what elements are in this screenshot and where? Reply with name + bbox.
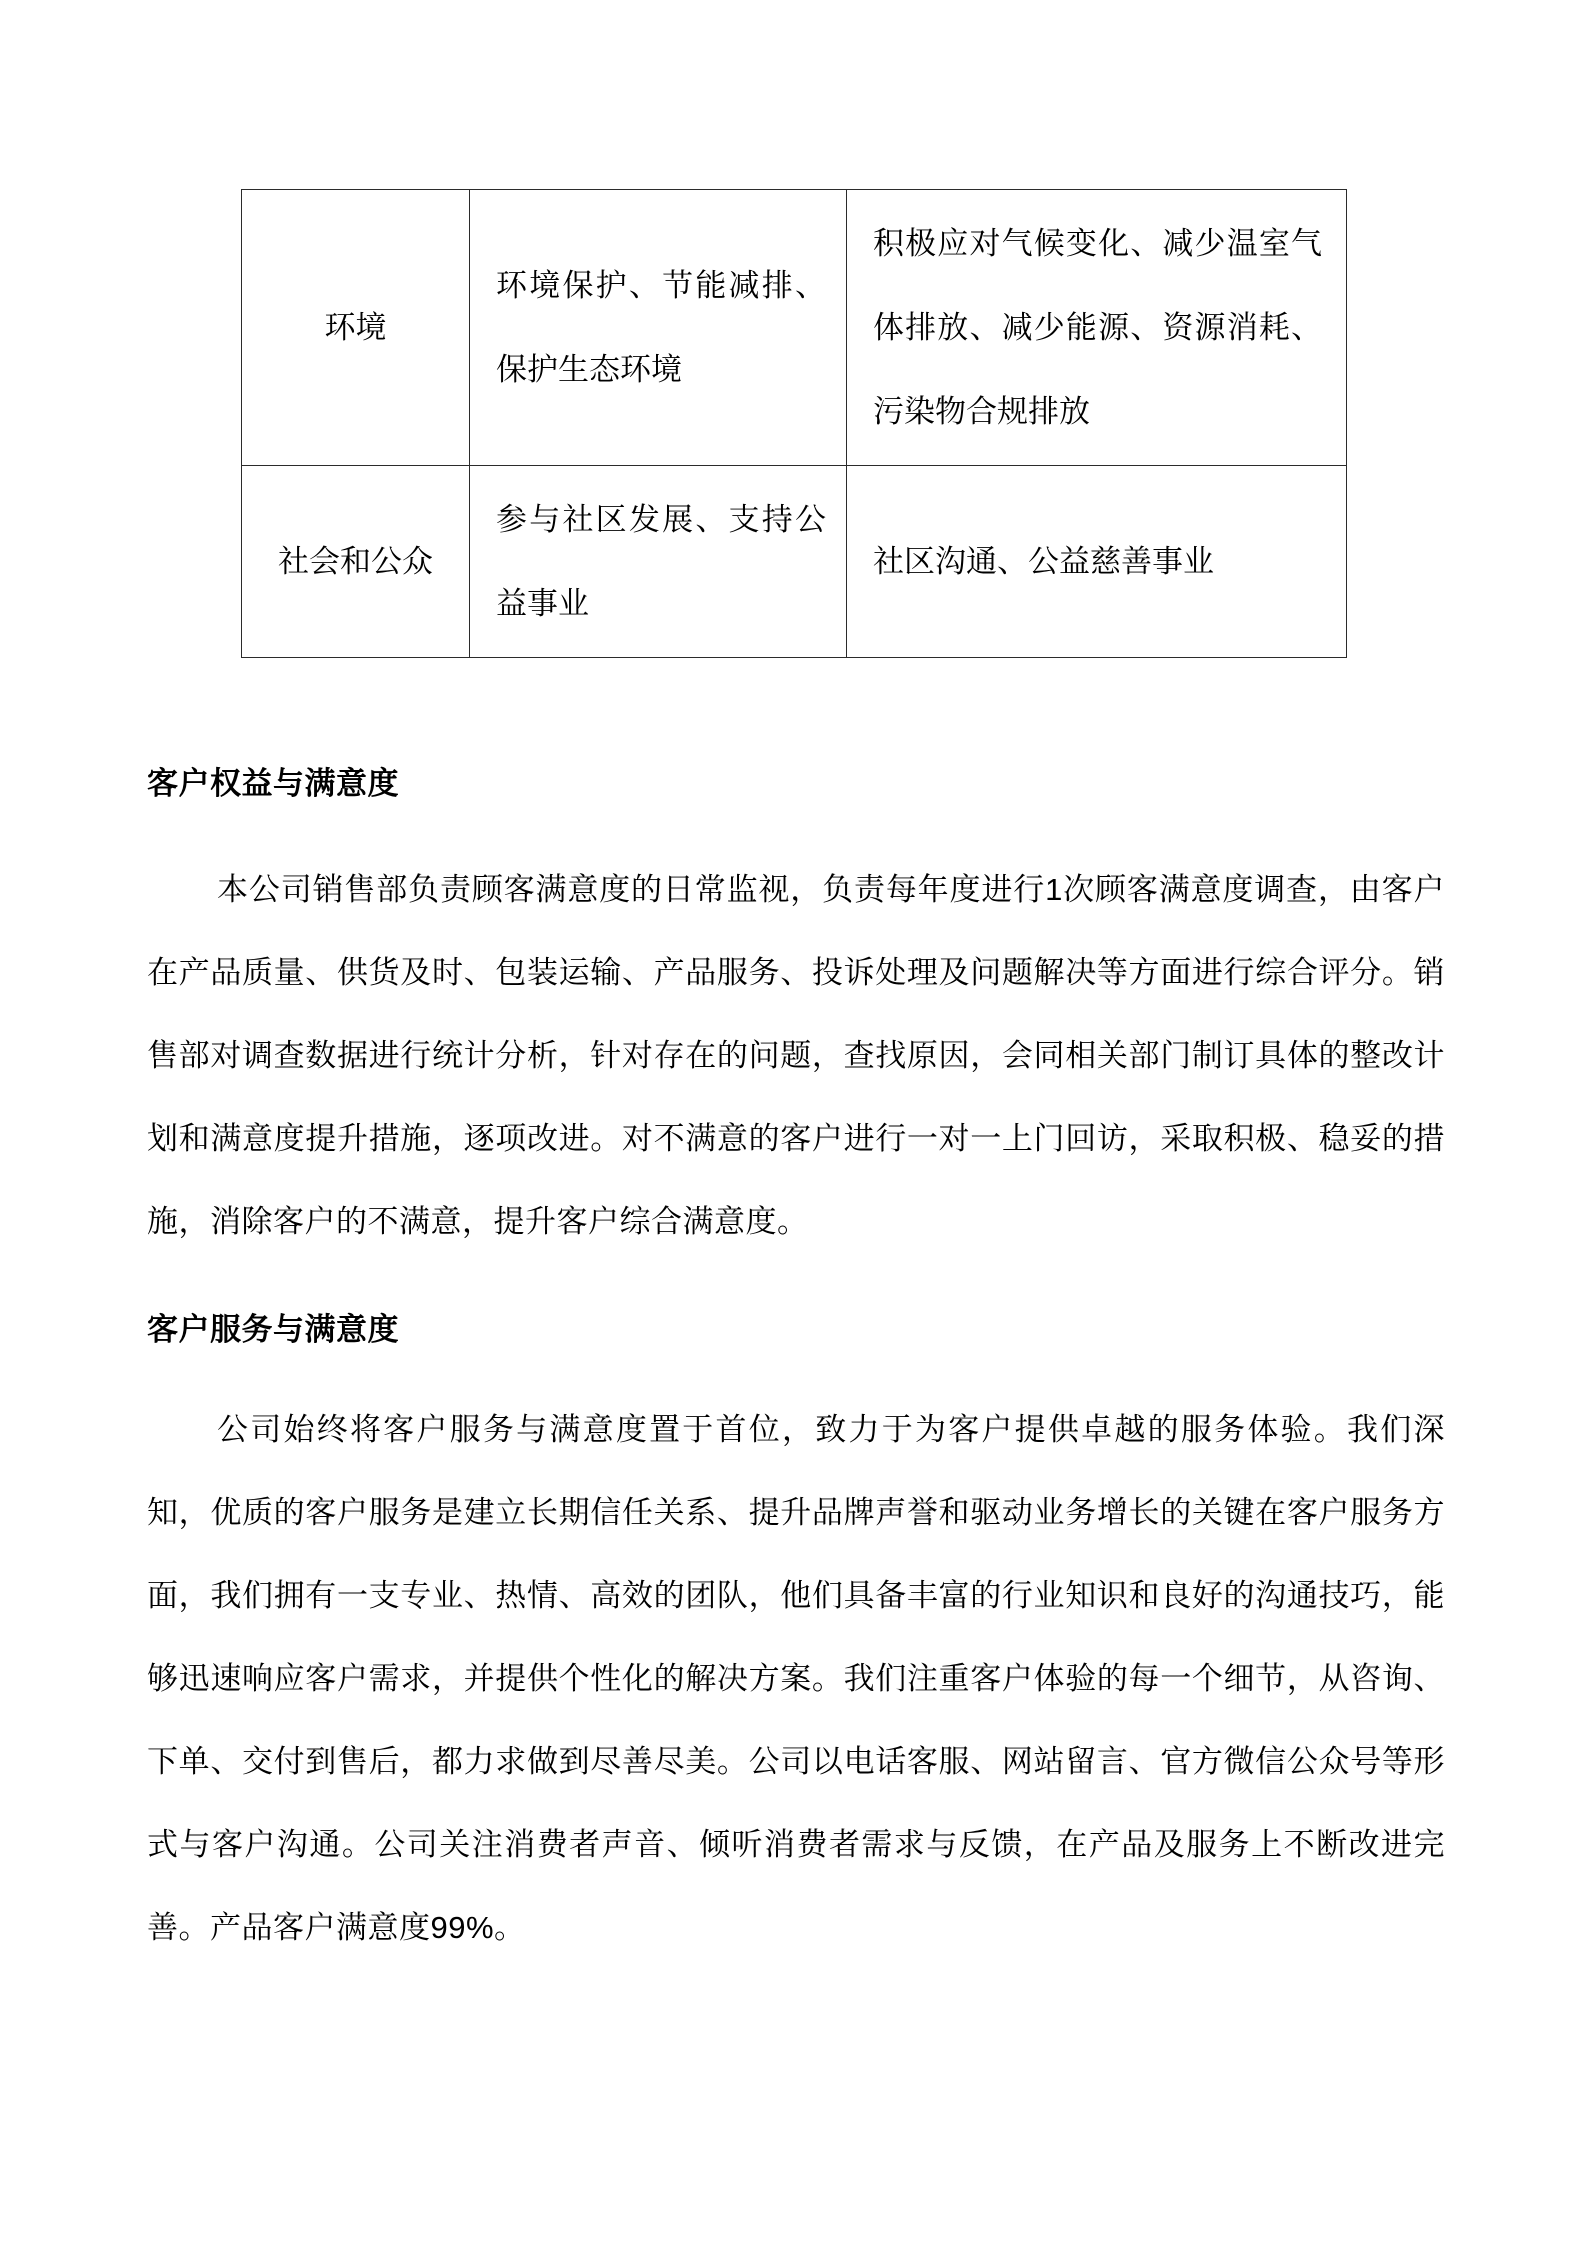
paragraph-customer-service: 公司始终将客户服务与满意度置于首位，致力于为客户提供卓越的服务体验。我们深知，优质的客户服务是建立长期信任关系、提升品牌声誉和驱动业务增长的关键在客户服务方面，我们拥有一支专业、热情、高效的团队，他们具备丰富的行业知识和良好的沟通技巧，能够迅速响应客户需求，并提供个性化的解决方案。我们注重客户体验的每一个细节，从咨询、下单、交付到售后，都力求做到尽善尽美。公司以电话客服、网站留言、官方微信公众号等形式与客户沟通。公司关注消费者声音、倾听消费者需求与反馈，在产品及服务上不断改进完善。产品客户满意度99%。: [147, 1412, 1445, 1945]
table-row: [242, 190, 1347, 466]
table-cell-aspect: 环境: [242, 190, 470, 466]
esg-responsibility-table: [241, 189, 1347, 658]
paragraph-customer-rights: 本公司销售部负责顾客满意度的日常监视，负责每年度进行1次顾客满意度调查，由客户在产品质量、供货及时、包装运输、产品服务、投诉处理及问题解决等方面进行综合评分。销售部对调查数据进行统计分析，针对存在的问题，查找原因，会同相关部门制订具体的整改计划和满意度提升措施，逐项改进。对不满意的客户进行一对一上门回访，采取积极、稳妥的措施，消除客户的不满意，提升客户综合满意度。: [147, 872, 1445, 1239]
table-cell-commitment: 参与社区发展、支持公益事业: [470, 466, 847, 658]
section-heading-customer-rights: 客户权益与满意度: [147, 766, 399, 801]
table-row: [242, 466, 1347, 658]
table-cell-actions: 社区沟通、公益慈善事业: [847, 466, 1347, 658]
table-cell-aspect: 社会和公众: [242, 466, 470, 658]
table-cell-commitment: 环境保护、节能减排、保护生态环境: [470, 190, 847, 466]
section-heading-customer-service: 客户服务与满意度: [147, 1312, 399, 1347]
table-cell-actions: 积极应对气候变化、减少温室气体排放、减少能源、资源消耗、污染物合规排放: [847, 190, 1347, 466]
